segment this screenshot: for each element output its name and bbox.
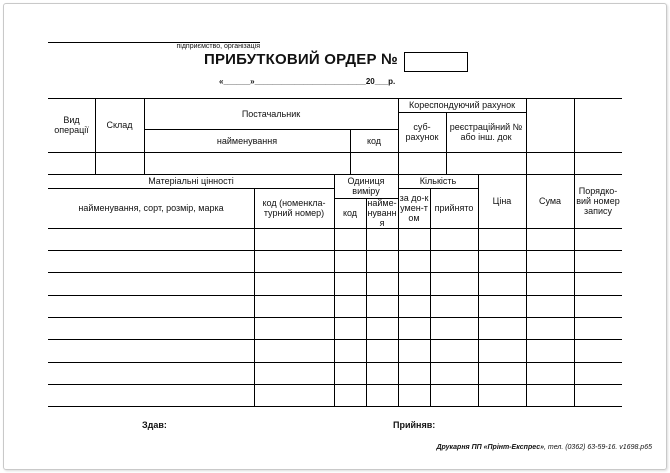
col-unit-name: наймe-нування xyxy=(367,198,397,228)
col-unit-of-measure: Одиниця виміру xyxy=(347,176,385,196)
entry-registry-number[interactable] xyxy=(446,152,526,174)
col-warehouse: Склад xyxy=(106,120,133,130)
received-by-label: Прийняв: xyxy=(393,420,436,430)
organization-caption: підприємство, організація xyxy=(176,43,260,50)
col-material-name: найменування, сорт, розмір, марка xyxy=(78,203,224,213)
col-corresponding-account: Кореспондуючий рахунок xyxy=(408,100,516,110)
table-row[interactable] xyxy=(48,362,622,384)
entry-subaccount[interactable] xyxy=(398,152,446,174)
col-registry-number: реєстраційний № або інш. док xyxy=(449,122,523,142)
col-supplier-code: код xyxy=(366,135,382,146)
entry-warehouse[interactable] xyxy=(95,152,144,174)
col-sum: Сума xyxy=(538,196,562,206)
table-row[interactable] xyxy=(48,250,622,272)
col-operation-type: Вид операції xyxy=(54,115,89,135)
col-record-number: Порядко-вий номер запису xyxy=(576,186,620,216)
col-material-values: Матеріальні цінності xyxy=(148,176,234,186)
table-row[interactable] xyxy=(48,384,622,406)
entry-supplier-name[interactable] xyxy=(144,152,350,174)
printer-name: Друкарня ПП «Прінт-Експрес» xyxy=(436,444,544,451)
order-number-box[interactable] xyxy=(404,52,468,72)
col-unit-code: код xyxy=(342,208,358,218)
col-quantity: Кількість xyxy=(419,176,457,186)
table-row[interactable] xyxy=(48,295,622,317)
entry-operation-type[interactable] xyxy=(48,152,95,174)
col-qty-received: прийнято xyxy=(434,203,474,213)
col-material-code: код (номенкла-турний номер) xyxy=(262,198,326,218)
table-row[interactable] xyxy=(48,317,622,339)
table-row[interactable] xyxy=(48,228,622,250)
table-row[interactable] xyxy=(48,339,622,362)
col-supplier: Постачальник xyxy=(241,108,301,119)
printer-details: , тел. (0362) 63-59-16. v1698.p65 xyxy=(543,444,652,451)
printer-info xyxy=(436,444,652,451)
col-price: Ціна xyxy=(492,196,512,206)
handed-over-label: Здав: xyxy=(142,420,167,430)
col-qty-per-document: за до-кумен-том xyxy=(399,193,429,223)
table-row[interactable] xyxy=(48,272,622,295)
col-supplier-name: найменування xyxy=(216,135,278,146)
entry-supplier-code[interactable] xyxy=(350,152,398,174)
col-subaccount: суб-рахунок xyxy=(405,122,439,142)
form-title: ПРИБУТКОВИЙ ОРДЕР № xyxy=(204,51,398,68)
date-line: «______»_________________________20___р. xyxy=(219,77,396,86)
